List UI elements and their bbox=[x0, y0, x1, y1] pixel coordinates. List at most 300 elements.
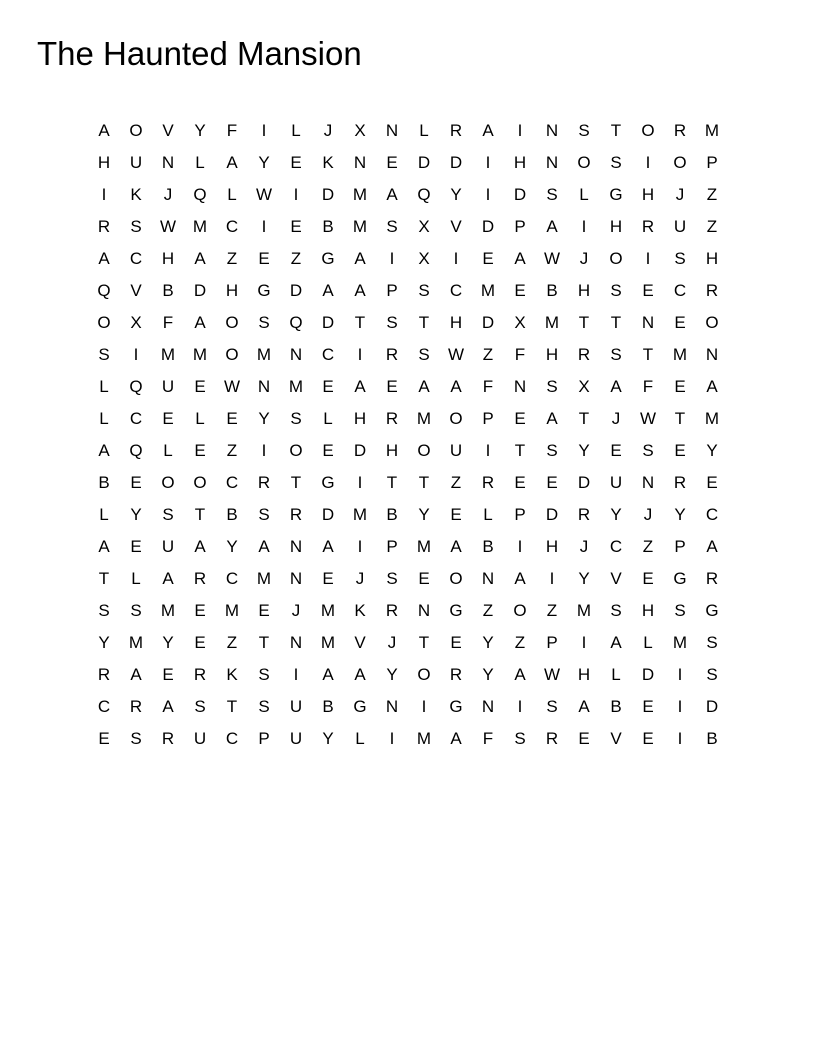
grid-letter: V bbox=[162, 121, 174, 140]
grid-letter: O bbox=[449, 569, 463, 588]
grid-letter: S bbox=[386, 569, 398, 588]
grid-letter: O bbox=[225, 345, 239, 364]
grid-letter: A bbox=[322, 281, 334, 300]
grid-letter: H bbox=[577, 281, 591, 300]
grid-letter: M bbox=[128, 633, 144, 652]
grid-letter: S bbox=[386, 217, 398, 236]
grid-letter: E bbox=[130, 473, 142, 492]
grid-letter: E bbox=[194, 377, 206, 396]
grid-letter: H bbox=[225, 281, 239, 300]
grid-letter: Y bbox=[674, 505, 686, 524]
grid-letter: H bbox=[545, 537, 559, 556]
grid-letter: N bbox=[289, 537, 303, 556]
grid-letter: N bbox=[705, 345, 719, 364]
grid-letter: D bbox=[353, 441, 367, 460]
grid-letter: S bbox=[610, 153, 622, 172]
grid-letter: V bbox=[610, 729, 622, 748]
grid-letter: D bbox=[321, 505, 335, 524]
grid-letter: O bbox=[417, 441, 431, 460]
grid-letter: L bbox=[419, 121, 429, 140]
grid-letter: Y bbox=[482, 665, 494, 684]
grid-letter: R bbox=[385, 345, 399, 364]
grid-letter: U bbox=[609, 473, 623, 492]
grid-letter: T bbox=[610, 121, 622, 140]
grid-letter: I bbox=[517, 697, 523, 716]
grid-letter: A bbox=[130, 665, 142, 684]
grid-letter: H bbox=[577, 665, 591, 684]
grid-letter: E bbox=[674, 313, 686, 332]
grid-letter: W bbox=[543, 665, 561, 684]
grid-letter: O bbox=[673, 153, 687, 172]
grid-letter: O bbox=[577, 153, 591, 172]
grid-letter: H bbox=[161, 249, 175, 268]
grid-letter: A bbox=[514, 249, 526, 268]
grid-letter: S bbox=[98, 601, 110, 620]
grid-letter: J bbox=[579, 249, 589, 268]
grid-letter: Q bbox=[129, 377, 143, 396]
grid-letter: K bbox=[354, 601, 366, 620]
grid-letter: B bbox=[482, 537, 494, 556]
grid-letter: Y bbox=[418, 505, 430, 524]
grid-letter: A bbox=[194, 313, 206, 332]
grid-letter: E bbox=[226, 409, 238, 428]
grid-letter: I bbox=[485, 185, 491, 204]
grid-letter: X bbox=[578, 377, 590, 396]
grid-letter: R bbox=[641, 217, 655, 236]
grid-letter: U bbox=[673, 217, 687, 236]
grid-letter: E bbox=[194, 601, 206, 620]
grid-letter: U bbox=[289, 729, 303, 748]
grid-letter: R bbox=[673, 121, 687, 140]
grid-letter: W bbox=[543, 249, 561, 268]
grid-letter: Z bbox=[226, 633, 238, 652]
grid-letter: E bbox=[482, 249, 494, 268]
grid-letter: I bbox=[293, 665, 299, 684]
grid-letter: F bbox=[162, 313, 174, 332]
grid-letter: G bbox=[257, 281, 271, 300]
grid-letter: J bbox=[355, 569, 365, 588]
grid-letter: S bbox=[642, 441, 654, 460]
grid-letter: A bbox=[546, 409, 558, 428]
grid-letter: D bbox=[481, 313, 495, 332]
grid-letter: S bbox=[162, 505, 174, 524]
grid-letter: N bbox=[545, 121, 559, 140]
grid-letter: T bbox=[386, 473, 398, 492]
grid-letter: E bbox=[418, 569, 430, 588]
grid-letter: I bbox=[485, 153, 491, 172]
grid-letter: M bbox=[704, 409, 720, 428]
grid-letter: S bbox=[578, 121, 590, 140]
grid-letter: O bbox=[641, 121, 655, 140]
grid-letter: B bbox=[98, 473, 110, 492]
grid-letter: W bbox=[639, 409, 657, 428]
grid-letter: P bbox=[482, 409, 494, 428]
grid-letter: D bbox=[449, 153, 463, 172]
grid-letter: X bbox=[354, 121, 366, 140]
grid-letter: Y bbox=[194, 121, 206, 140]
grid-letter: J bbox=[163, 185, 173, 204]
grid-letter: A bbox=[610, 377, 622, 396]
grid-letter: I bbox=[677, 697, 683, 716]
grid-letter: N bbox=[161, 153, 175, 172]
grid-letter: M bbox=[544, 313, 560, 332]
grid-letter: P bbox=[258, 729, 270, 748]
grid-letter: I bbox=[645, 249, 651, 268]
grid-letter: V bbox=[354, 633, 366, 652]
grid-letter: U bbox=[289, 697, 303, 716]
grid-letter: N bbox=[481, 697, 495, 716]
grid-letter: Y bbox=[706, 441, 718, 460]
grid-letter: I bbox=[357, 345, 363, 364]
grid-letter: A bbox=[98, 537, 110, 556]
grid-letter: L bbox=[99, 505, 109, 524]
grid-letter: P bbox=[514, 217, 526, 236]
grid-letter: C bbox=[321, 345, 335, 364]
grid-letter: A bbox=[418, 377, 430, 396]
grid-letter: A bbox=[194, 537, 206, 556]
grid-letter: L bbox=[99, 409, 109, 428]
grid-letter: S bbox=[546, 441, 558, 460]
grid-letter: A bbox=[354, 249, 366, 268]
grid-letter: E bbox=[514, 409, 526, 428]
grid-letter: A bbox=[514, 569, 526, 588]
grid-letter: E bbox=[98, 729, 110, 748]
grid-letter: Q bbox=[417, 185, 431, 204]
grid-letter: M bbox=[256, 345, 272, 364]
grid-letter: E bbox=[578, 729, 590, 748]
grid-letter: Y bbox=[226, 537, 238, 556]
grid-letter: F bbox=[482, 729, 494, 748]
grid-letter: A bbox=[162, 697, 174, 716]
grid-letter: E bbox=[290, 217, 302, 236]
grid-letter: S bbox=[674, 601, 686, 620]
grid-letter: N bbox=[385, 121, 399, 140]
grid-letter: I bbox=[261, 441, 267, 460]
grid-letter: N bbox=[257, 377, 271, 396]
grid-letter: A bbox=[546, 217, 558, 236]
grid-letter: R bbox=[257, 473, 271, 492]
grid-letter: J bbox=[611, 409, 621, 428]
grid-letter: A bbox=[450, 537, 462, 556]
grid-letter: J bbox=[579, 537, 589, 556]
grid-letter: A bbox=[322, 665, 334, 684]
grid-letter: I bbox=[261, 217, 267, 236]
grid-letter: O bbox=[193, 473, 207, 492]
grid-letter: S bbox=[546, 185, 558, 204]
grid-letter: L bbox=[99, 377, 109, 396]
grid-letter: O bbox=[161, 473, 175, 492]
grid-letter: A bbox=[386, 185, 398, 204]
grid-letter: S bbox=[418, 281, 430, 300]
grid-letter: I bbox=[101, 185, 107, 204]
grid-letter: J bbox=[675, 185, 685, 204]
grid-letter: S bbox=[194, 697, 206, 716]
grid-letter: X bbox=[418, 249, 430, 268]
grid-letter: R bbox=[129, 697, 143, 716]
grid-letter: Z bbox=[514, 633, 526, 652]
grid-letter: A bbox=[610, 633, 622, 652]
grid-letter: M bbox=[704, 121, 720, 140]
grid-letter: Y bbox=[482, 633, 494, 652]
grid-letter: U bbox=[129, 153, 143, 172]
grid-letter: K bbox=[322, 153, 334, 172]
grid-letter: E bbox=[642, 729, 654, 748]
grid-letter: M bbox=[224, 601, 240, 620]
grid-letter: P bbox=[674, 537, 686, 556]
grid-letter: G bbox=[321, 249, 335, 268]
grid-letter: S bbox=[610, 345, 622, 364]
grid-letter: R bbox=[193, 665, 207, 684]
grid-letter: E bbox=[194, 633, 206, 652]
grid-letter: C bbox=[225, 473, 239, 492]
grid-letter: T bbox=[354, 313, 366, 332]
grid-letter: I bbox=[133, 345, 139, 364]
grid-letter: A bbox=[98, 249, 110, 268]
grid-letter: I bbox=[485, 441, 491, 460]
grid-letter: D bbox=[705, 697, 719, 716]
grid-letter: E bbox=[642, 697, 654, 716]
grid-letter: I bbox=[581, 217, 587, 236]
grid-letter: Q bbox=[193, 185, 207, 204]
grid-letter: M bbox=[352, 505, 368, 524]
grid-letter: R bbox=[705, 281, 719, 300]
grid-letter: P bbox=[546, 633, 558, 652]
grid-letter: G bbox=[705, 601, 719, 620]
grid-letter: E bbox=[642, 569, 654, 588]
grid-letter: V bbox=[610, 569, 622, 588]
grid-letter: L bbox=[579, 185, 589, 204]
grid-letter: M bbox=[288, 377, 304, 396]
grid-letter: T bbox=[642, 345, 654, 364]
grid-letter: R bbox=[577, 505, 591, 524]
grid-letter: I bbox=[549, 569, 555, 588]
grid-letter: A bbox=[450, 729, 462, 748]
grid-letter: E bbox=[194, 441, 206, 460]
grid-letter: D bbox=[321, 313, 335, 332]
grid-letter: W bbox=[447, 345, 465, 364]
grid-letter: N bbox=[385, 697, 399, 716]
grid-letter: I bbox=[261, 121, 267, 140]
grid-letter: T bbox=[290, 473, 302, 492]
grid-letter: S bbox=[386, 313, 398, 332]
grid-letter: I bbox=[581, 633, 587, 652]
grid-letter: Z bbox=[482, 345, 494, 364]
grid-letter: U bbox=[161, 537, 175, 556]
grid-letter: N bbox=[641, 473, 655, 492]
grid-letter: T bbox=[578, 409, 590, 428]
grid-letter: A bbox=[514, 665, 526, 684]
grid-letter: U bbox=[161, 377, 175, 396]
grid-letter: H bbox=[641, 185, 655, 204]
grid-letter: S bbox=[706, 665, 718, 684]
grid-letter: A bbox=[706, 537, 718, 556]
grid-letter: A bbox=[706, 377, 718, 396]
grid-letter: X bbox=[130, 313, 142, 332]
grid-letter: C bbox=[129, 249, 143, 268]
grid-letter: Z bbox=[546, 601, 558, 620]
grid-letter: M bbox=[320, 601, 336, 620]
grid-letter: D bbox=[641, 665, 655, 684]
grid-letter: M bbox=[352, 217, 368, 236]
grid-letter: I bbox=[517, 537, 523, 556]
grid-letter: H bbox=[513, 153, 527, 172]
grid-letter: T bbox=[226, 697, 238, 716]
grid-letter: Y bbox=[386, 665, 398, 684]
grid-letter: C bbox=[225, 729, 239, 748]
grid-letter: T bbox=[610, 313, 622, 332]
grid-letter: L bbox=[131, 569, 141, 588]
grid-letter: H bbox=[705, 249, 719, 268]
grid-letter: E bbox=[162, 665, 174, 684]
grid-letter: O bbox=[705, 313, 719, 332]
grid-letter: S bbox=[258, 313, 270, 332]
grid-letter: I bbox=[421, 697, 427, 716]
grid-letter: M bbox=[672, 345, 688, 364]
grid-letter: C bbox=[449, 281, 463, 300]
grid-letter: Z bbox=[642, 537, 654, 556]
grid-letter: G bbox=[673, 569, 687, 588]
grid-letter: M bbox=[672, 633, 688, 652]
grid-letter: J bbox=[291, 601, 301, 620]
grid-letter: L bbox=[195, 153, 205, 172]
grid-letter: O bbox=[129, 121, 143, 140]
grid-letter: L bbox=[611, 665, 621, 684]
grid-letter: S bbox=[610, 601, 622, 620]
grid-letter: O bbox=[289, 441, 303, 460]
grid-letter: I bbox=[293, 185, 299, 204]
grid-letter: I bbox=[645, 153, 651, 172]
grid-letter: E bbox=[450, 633, 462, 652]
grid-letter: A bbox=[578, 697, 590, 716]
grid-letter: B bbox=[226, 505, 238, 524]
grid-letter: R bbox=[193, 569, 207, 588]
grid-letter: M bbox=[160, 345, 176, 364]
grid-letter: N bbox=[417, 601, 431, 620]
grid-letter: V bbox=[130, 281, 142, 300]
grid-letter: M bbox=[256, 569, 272, 588]
grid-letter: N bbox=[289, 633, 303, 652]
grid-letter: E bbox=[642, 281, 654, 300]
grid-letter: R bbox=[161, 729, 175, 748]
grid-letter: R bbox=[705, 569, 719, 588]
grid-letter: C bbox=[97, 697, 111, 716]
grid-letter: N bbox=[481, 569, 495, 588]
grid-letter: E bbox=[546, 473, 558, 492]
grid-letter: D bbox=[481, 217, 495, 236]
grid-letter: T bbox=[418, 313, 430, 332]
grid-letter: Y bbox=[162, 633, 174, 652]
grid-letter: N bbox=[353, 153, 367, 172]
grid-letter: H bbox=[353, 409, 367, 428]
grid-letter: A bbox=[322, 537, 334, 556]
grid-letter: S bbox=[258, 665, 270, 684]
grid-letter: A bbox=[98, 121, 110, 140]
grid-letter: C bbox=[129, 409, 143, 428]
grid-letter: Q bbox=[97, 281, 111, 300]
grid-letter: U bbox=[193, 729, 207, 748]
grid-letter: R bbox=[385, 601, 399, 620]
grid-letter: L bbox=[195, 409, 205, 428]
grid-letter: Z bbox=[706, 185, 718, 204]
grid-letter: S bbox=[290, 409, 302, 428]
grid-letter: R bbox=[449, 665, 463, 684]
grid-letter: E bbox=[706, 473, 718, 492]
grid-letter: Y bbox=[130, 505, 142, 524]
grid-letter: B bbox=[610, 697, 622, 716]
grid-letter: I bbox=[677, 665, 683, 684]
grid-letter: T bbox=[194, 505, 206, 524]
grid-letter: W bbox=[255, 185, 273, 204]
grid-letter: R bbox=[577, 345, 591, 364]
grid-letter: F bbox=[482, 377, 494, 396]
grid-letter: E bbox=[258, 601, 270, 620]
grid-letter: N bbox=[641, 313, 655, 332]
grid-letter: R bbox=[385, 409, 399, 428]
grid-letter: E bbox=[258, 249, 270, 268]
grid-letter: W bbox=[159, 217, 177, 236]
grid-letter: D bbox=[513, 185, 527, 204]
grid-letter: H bbox=[641, 601, 655, 620]
grid-letter: S bbox=[130, 601, 142, 620]
grid-letter: G bbox=[449, 697, 463, 716]
grid-letter: W bbox=[223, 377, 241, 396]
grid-letter: C bbox=[225, 217, 239, 236]
grid-letter: E bbox=[290, 153, 302, 172]
grid-letter: Y bbox=[258, 409, 270, 428]
grid-letter: M bbox=[480, 281, 496, 300]
grid-letter: M bbox=[416, 537, 432, 556]
grid-letter: F bbox=[226, 121, 238, 140]
grid-letter: R bbox=[97, 217, 111, 236]
page-title: The Haunted Mansion bbox=[37, 35, 362, 72]
grid-letter: M bbox=[192, 345, 208, 364]
grid-letter: E bbox=[610, 441, 622, 460]
grid-letter: H bbox=[545, 345, 559, 364]
grid-letter: A bbox=[258, 537, 270, 556]
grid-letter: T bbox=[418, 633, 430, 652]
grid-letter: R bbox=[97, 665, 111, 684]
grid-letter: B bbox=[546, 281, 558, 300]
grid-letter: E bbox=[674, 441, 686, 460]
grid-letter: F bbox=[514, 345, 526, 364]
grid-letter: L bbox=[227, 185, 237, 204]
grid-letter: S bbox=[418, 345, 430, 364]
grid-letter: Y bbox=[322, 729, 334, 748]
grid-letter: D bbox=[417, 153, 431, 172]
grid-letter: K bbox=[130, 185, 142, 204]
grid-letter: A bbox=[194, 249, 206, 268]
grid-letter: P bbox=[706, 153, 718, 172]
grid-letter: D bbox=[321, 185, 335, 204]
grid-letter: L bbox=[483, 505, 493, 524]
grid-letter: M bbox=[416, 729, 432, 748]
grid-letter: C bbox=[609, 537, 623, 556]
grid-letter: O bbox=[417, 665, 431, 684]
grid-letter: M bbox=[320, 633, 336, 652]
grid-letter: D bbox=[289, 281, 303, 300]
grid-letter: B bbox=[386, 505, 398, 524]
grid-letter: B bbox=[162, 281, 174, 300]
grid-letter: N bbox=[545, 153, 559, 172]
grid-letter: E bbox=[514, 281, 526, 300]
grid-letter: M bbox=[192, 217, 208, 236]
grid-letter: T bbox=[514, 441, 526, 460]
grid-letter: I bbox=[517, 121, 523, 140]
grid-letter: G bbox=[609, 185, 623, 204]
grid-letter: P bbox=[386, 537, 398, 556]
grid-letter: L bbox=[323, 409, 333, 428]
grid-letter: Y bbox=[578, 569, 590, 588]
